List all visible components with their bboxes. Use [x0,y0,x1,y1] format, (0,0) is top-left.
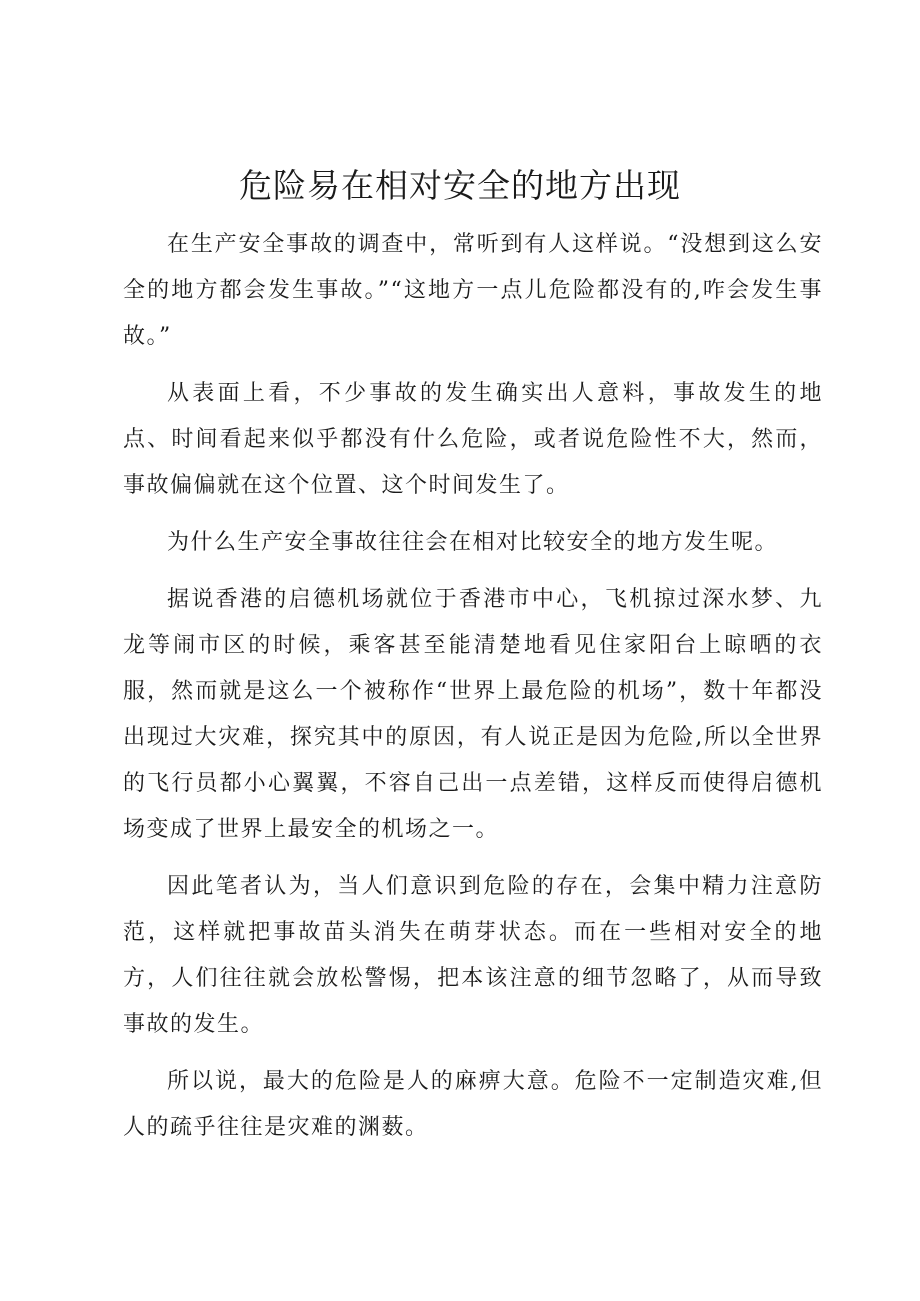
paragraph-4: 据说香港的启德机场就位于香港市中心，飞机掠过深水梦、九龙等闹市区的时候，乘客甚至能清楚地看见住家阳台上晾晒的衣服，然而就是这么一个被称作“世界上最危险的机场”，数十年都没出现过大灾难，探究其中的原因，有人说正是因为危险,所以全世界的飞行员都小心翼翼，不容自己出一点差错，这样反而使得启德机场变成了世界上最安全的机场之一。 [123,587,823,842]
paragraph-2: 从表面上看，不少事故的发生确实出人意料，事故发生的地点、时间看起来似乎都没有什么危险，或者说危险性不大，然而，事故偏偏就在这个位置、这个时间发生了。 [123,381,823,498]
document-title: 危险易在相对安全的地方出现 [239,166,681,205]
document-body [123,222,823,1162]
paragraph-1: 在生产安全事故的调查中，常听到有人这样说。“没想到这么安全的地方都会发生事故。”“这地方一点儿危险都没有的,咋会发生事故。” [123,232,823,349]
paragraph-5: 因此笔者认为，当人们意识到危险的存在，会集中精力注意防范，这样就把事故苗头消失在萌芽状态。而在一些相对安全的地方，人们往往就会放松警惕，把本该注意的细节忽略了，从而导致事故的发生。 [123,874,823,1037]
paragraph-3: 为什么生产安全事故往往会在相对比较安全的地方发生呢。 [167,530,779,555]
paragraph-6: 所以说，最大的危险是人的麻痹大意。危险不一定制造灾难,但人的疏乎往往是灾难的渊薮。 [123,1069,823,1140]
